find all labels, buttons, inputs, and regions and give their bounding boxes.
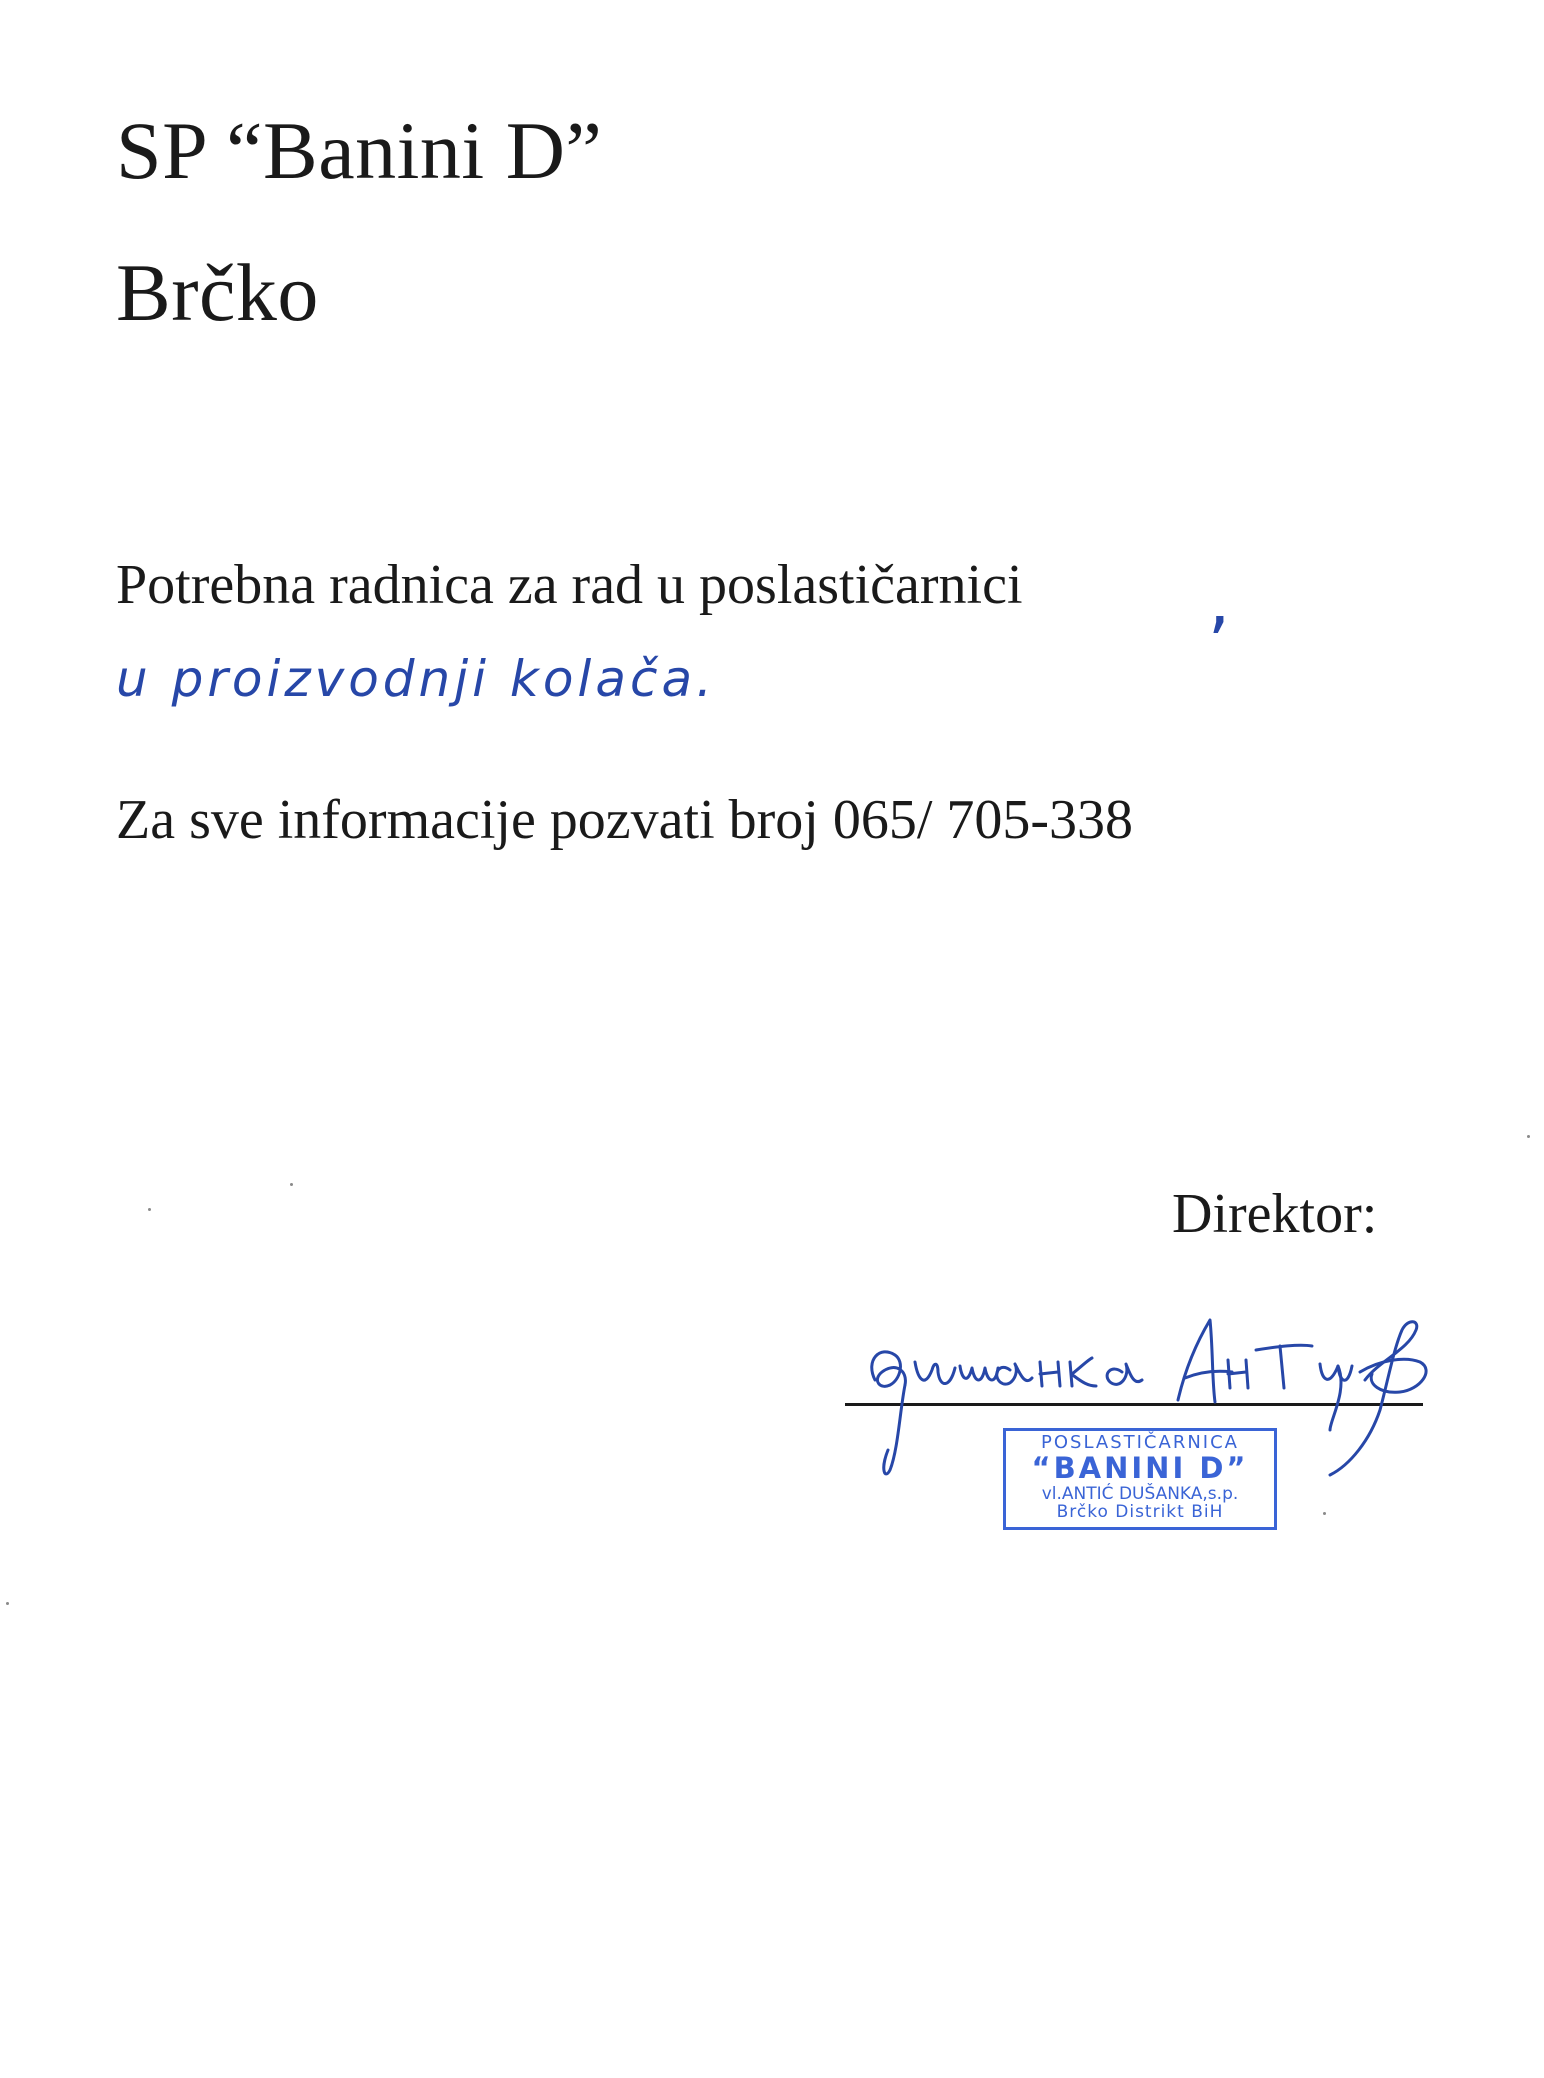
scan-speck [1527,1135,1530,1138]
scan-speck [290,1183,293,1186]
city-heading: Brčko [116,247,319,338]
stamp-title: POSLASTIČARNICA [1041,1432,1239,1453]
stamp-name: “BANINI D” [1031,1450,1249,1485]
handwritten-comma: , [1208,560,1235,642]
handwritten-addition: u proizvodnji kolača. [116,650,716,708]
director-label: Direktor: [1172,1183,1378,1245]
scan-speck [1323,1512,1326,1515]
stamp-owner: vl.ANTIĆ DUŠANKA,s.p. [1041,1483,1239,1504]
company-stamp [1003,1428,1277,1530]
scan-speck [148,1208,151,1211]
scan-speck [6,1602,9,1605]
job-description-text: Potrebna radnica za rad u poslastičarnici [116,554,1023,616]
company-name-heading: SP “Banini D” [116,105,603,196]
contact-info-text: Za sve informacije pozvati broj 065/ 705-338 [116,789,1134,851]
stamp-location: Brčko Distrikt BiH [1056,1502,1224,1523]
